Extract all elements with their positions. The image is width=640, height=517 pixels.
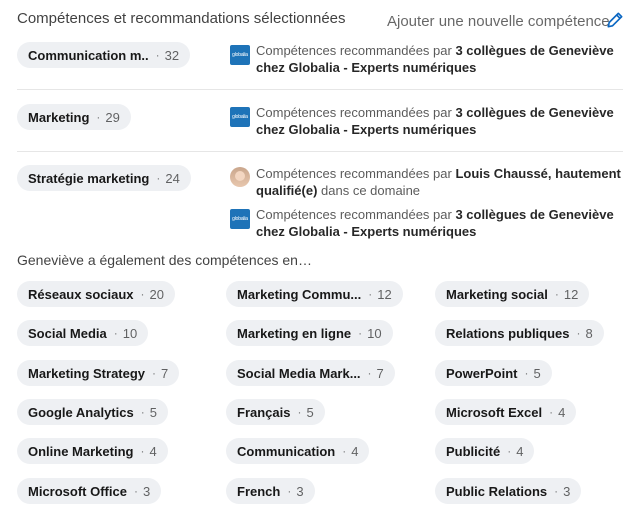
skill-pill[interactable]: PowerPoint · 5: [435, 360, 552, 386]
endorsement-count: 7: [376, 365, 384, 381]
skill-name: Réseaux sociaux: [28, 286, 134, 302]
skill-name: Stratégie marketing: [28, 170, 150, 186]
skill-name: Communication: [237, 443, 336, 459]
skill-name: Marketing Commu...: [237, 286, 362, 302]
endorsement-count: 10: [122, 325, 138, 341]
globalia-logo-icon: globalia: [230, 107, 250, 127]
skill-name: Social Media Mark...: [237, 365, 361, 381]
divider: [17, 151, 623, 152]
skill-name: Social Media: [28, 325, 107, 341]
skill-name: Online Marketing: [28, 443, 134, 459]
skill-name: Public Relations: [446, 483, 548, 499]
endorsement-count: 24: [165, 170, 180, 186]
skill-pill[interactable]: French · 3: [226, 478, 315, 504]
endorsement-count: 12: [563, 286, 579, 302]
endorsement-count: 4: [558, 404, 566, 420]
skill-pill[interactable]: Réseaux sociaux · 20: [17, 281, 175, 307]
endorsement-count: 4: [516, 443, 524, 459]
endorsement-count: 4: [351, 443, 359, 459]
skill-pill[interactable]: Google Analytics · 5: [17, 399, 168, 425]
skill-pill[interactable]: Relations publiques · 8: [435, 320, 604, 346]
endorsement-count: 5: [533, 365, 541, 381]
skill-pill[interactable]: Français · 5: [226, 399, 325, 425]
skill-pill-marketing[interactable]: Marketing · 29: [17, 104, 131, 130]
skill-name: Relations publiques: [446, 325, 570, 341]
endorsement-count: 20: [149, 286, 164, 302]
globalia-logo-icon: globalia: [230, 209, 250, 229]
skill-name: Marketing social: [446, 286, 548, 302]
pencil-icon[interactable]: [605, 10, 625, 30]
endorsement-count: 32: [164, 47, 180, 63]
skill-pill[interactable]: Publicité · 4: [435, 438, 534, 464]
skill-pill[interactable]: Public Relations · 3: [435, 478, 581, 504]
endorsement-count: 29: [105, 109, 120, 125]
endorsement-count: 10: [367, 325, 382, 341]
endorsement-count: 12: [377, 286, 392, 302]
skill-name: Publicité: [446, 443, 501, 459]
skill-name: Marketing: [28, 109, 90, 125]
divider: [17, 89, 623, 90]
skill-pill-strategie-marketing[interactable]: Stratégie marketing · 24: [17, 165, 191, 191]
skill-pill[interactable]: Social Media · 10: [17, 320, 148, 346]
skill-pill[interactable]: Microsoft Office · 3: [17, 478, 161, 504]
avatar-icon: [230, 167, 250, 187]
globalia-logo-icon: globalia: [230, 45, 250, 65]
skill-name: PowerPoint: [446, 365, 518, 381]
endorsement-count: 5: [306, 404, 314, 420]
skill-name: Marketing Strategy: [28, 365, 146, 381]
skill-name: Microsoft Excel: [446, 404, 543, 420]
skill-name: Marketing en ligne: [237, 325, 352, 341]
endorsement-count: 3: [296, 483, 304, 499]
skill-name: Français: [237, 404, 291, 420]
skill-name: Communication m..: [28, 47, 149, 63]
endorsement-count: 7: [161, 365, 169, 381]
endorsement-count: 3: [563, 483, 571, 499]
skill-name: French: [237, 483, 281, 499]
featured-skills-title: Compétences et recommandations sélectionnées: [17, 10, 346, 27]
skill-name: Google Analytics: [28, 404, 134, 420]
skill-pill[interactable]: Microsoft Excel · 4: [435, 399, 576, 425]
skill-pill[interactable]: Marketing Strategy · 7: [17, 360, 179, 386]
skill-pill[interactable]: Social Media Mark... · 7: [226, 360, 395, 386]
add-skill-link[interactable]: Ajouter une nouvelle compétence: [387, 13, 610, 30]
skill-pill[interactable]: Marketing en ligne · 10: [226, 320, 393, 346]
other-skills-title: Geneviève a également des compétences en…: [17, 252, 312, 268]
endorsement-count: 3: [142, 483, 151, 499]
skill-pill[interactable]: Marketing social · 12: [435, 281, 589, 307]
skill-pill[interactable]: Marketing Commu... · 12: [226, 281, 403, 307]
endorsement-count: 4: [149, 443, 157, 459]
skill-pill-communication[interactable]: Communication m.. · 32: [17, 42, 190, 68]
skill-name: Microsoft Office: [28, 483, 127, 499]
skill-pill[interactable]: Online Marketing · 4: [17, 438, 168, 464]
endorsement-count: 5: [149, 404, 157, 420]
featured-skills-header: [17, 10, 627, 32]
skill-pill[interactable]: Communication · 4: [226, 438, 369, 464]
endorsement-count: 8: [585, 325, 593, 341]
